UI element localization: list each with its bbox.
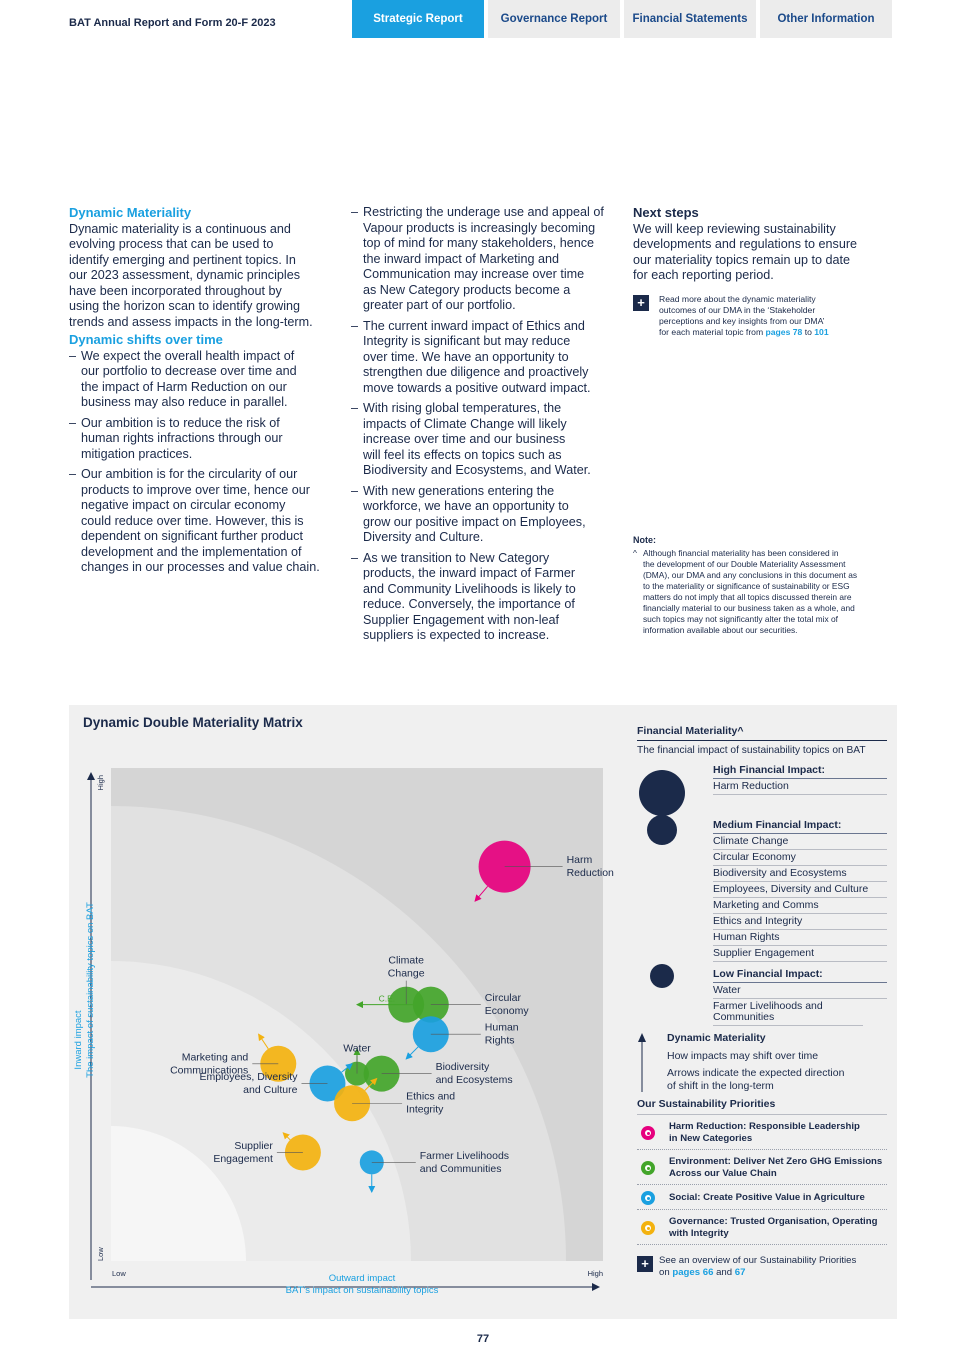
legend-item: Biodiversity and Ecosystems (713, 866, 887, 882)
water-label: Water (343, 1042, 371, 1055)
read-more[interactable] (633, 294, 898, 338)
matrix-legend (637, 725, 887, 1278)
x-axis-sublabel: BAT's impact on sustainability topics (285, 1285, 439, 1296)
note-marker: ^ (633, 548, 637, 558)
employees-diversity-and-culture-label: Employees, Diversity and Culture (199, 1071, 298, 1097)
x-axis-low: Low (112, 1269, 126, 1278)
low-impact-title: Low Financial Impact: (713, 968, 887, 983)
page-link[interactable]: pages 66 (672, 1266, 714, 1278)
legend-item: Farmer Livelihoods and Communities (713, 999, 863, 1026)
marketing-and-communications-label: Marketing and Communications (170, 1051, 249, 1077)
medium-impact-title: Medium Financial Impact: (713, 819, 887, 834)
fm-subtitle: The financial impact of sustainability topics on BAT (637, 745, 866, 756)
low-impact-dot (650, 964, 674, 988)
shift-list-2 (351, 205, 621, 644)
x-axis-label: Outward impact (328, 1273, 396, 1284)
note-title: Note: (633, 535, 656, 545)
legend-item: Human Rights (713, 930, 887, 946)
list-item: – We expect the overall health impact of our portfolio to decrease over time and the impact of Harm Reduction on our business may also reduce in parallel. (69, 349, 339, 411)
column-shifts-continued (351, 205, 621, 649)
harm-reduction-icon (641, 1126, 655, 1140)
governance-icon (641, 1221, 655, 1235)
note-text: Although financial materiality has been considered in the development of our Double Materiality Assessment (DMA), our DMA and any conclusions in this document as to the materiality or significance of sustainability or ESG matters do not imply that all topics discussed therein are financially material to our business taken as a whole, and such topics may not significantly alter the total mix of information available about our securities. (642, 548, 858, 635)
high-impact-title: High Financial Impact: (713, 764, 887, 779)
dynamic-materiality-key (637, 1032, 887, 1092)
environment-icon (641, 1161, 655, 1175)
farmer-livelihoods-and-communities-label: Farmer Livelihoods and Communities (419, 1149, 510, 1175)
dm-line: Arrows indicate the expected direction (667, 1067, 845, 1079)
arrow-up-icon (637, 1032, 657, 1094)
legend-item: Supplier Engagement (713, 946, 887, 962)
next-steps-paragraph: We will keep reviewing sustainability developments and regulations to ensure our materiality topics remain up to date for each reporting period. (633, 221, 858, 282)
human-rights-label: Human Rights (484, 1021, 519, 1047)
list-item: – The current inward impact of Ethics and Integrity is significant but may reduce over time. We have an opportunity to strengthen due diligence and proactively move towards a positive outward impact. (351, 319, 621, 397)
harm-reduction-label: Harm Reduction (566, 854, 614, 880)
legend-item: Harm Reduction (713, 779, 887, 795)
intro-paragraph: Dynamic materiality is a continuous and evolving process that can be used to identify emerging and pertinent topics. In our 2023 assessment, dynamic principles have been incorporated throughout by using the horizon scan to identify growing trends and assess impacts in the long-term. (69, 221, 313, 329)
ethics-and-integrity-label: Ethics and Integrity (406, 1090, 456, 1116)
legend-item: Climate Change (713, 834, 887, 850)
y-axis-low: Low (96, 1247, 105, 1261)
high-impact-dot (639, 770, 685, 816)
subheading: Dynamic shifts over time (69, 332, 223, 347)
list-item: – With new generations entering the workforce, we have an opportunity to grow our positive impact on Employees, Diversity and Culture. (351, 484, 621, 546)
medium-impact-dot (647, 815, 677, 845)
page-link[interactable]: 67 (734, 1266, 746, 1278)
overview-link[interactable]: + See an overview of our Sustainability Priorities on pages 66 and 67 (637, 1255, 887, 1278)
biodiversity-and-ecosystems-label: Biodiversity and Ecosystems (435, 1061, 513, 1087)
page-link[interactable]: pages 78 (765, 326, 803, 337)
circular-economy-label: Circular Economy (484, 992, 529, 1018)
materiality-matrix-panel (69, 705, 897, 1319)
dm-line: of shift in the long-term (667, 1079, 774, 1092)
x-axis-high: High (587, 1269, 603, 1278)
list-item: – Restricting the underage use and appeal of Vapour products is increasingly becoming top of mind for many stakeholders, hence the inward impact of Marketing and Communication may increase over time as New Category products become a greater part of our portfolio. (351, 205, 621, 314)
section-heading: Dynamic Materiality (69, 205, 192, 220)
shift-list (69, 349, 339, 576)
footnote (633, 535, 896, 636)
legend-item: Circular Economy (713, 850, 887, 866)
matrix-title: Dynamic Double Materiality Matrix (83, 715, 303, 730)
list-item: – Our ambition is for the circularity of our products to improve over time, hence our negative impact on circular economy could reduce over time. However, this is dependent on significant further product development and the implementation of changes in our processes and value chain. (69, 467, 339, 576)
tab-other-information[interactable]: Other Information (760, 0, 892, 38)
list-item: – As we transition to New Category products, the inward impact of Farmer and Community Livelihoods is likely to reduce. Conversely, the importance of Supplier Engagement with non-leaf suppliers is expected to increase. (351, 551, 621, 644)
fm-title: Financial Materiality^ (637, 725, 887, 741)
list-item: – With rising global temperatures, the impacts of Climate Change will likely increase over time and our business will feel its effects on topics such as Biodiversity and Ecosystems, and Water. (351, 401, 621, 479)
dm-title: Dynamic Materiality (667, 1032, 766, 1044)
section-tabs (352, 0, 892, 38)
matrix-chart (69, 705, 629, 1319)
legend-item: Marketing and Comms (713, 898, 887, 914)
tab-financial-statements[interactable]: Financial Statements (624, 0, 756, 38)
read-more-text: Read more about the dynamic materiality outcomes of our DMA in the ‘Stakeholder perceptions and key insights from our DMA’ for each material topic from pages 78 to 101 (659, 293, 829, 337)
priority-social: Social: Create Positive Value in Agriculture (637, 1185, 887, 1210)
supplier-engagement-label: Supplier Engagement (213, 1140, 273, 1166)
page-link[interactable]: 101 (814, 326, 829, 337)
report-title: BAT Annual Report and Form 20-F 2023 (69, 17, 276, 29)
tab-strategic-report[interactable]: Strategic Report (352, 0, 484, 38)
next-steps-heading: Next steps (633, 205, 699, 220)
page-number: 77 (476, 1333, 490, 1345)
legend-item: Employees, Diversity and Culture (713, 882, 887, 898)
plus-icon: + (637, 1256, 653, 1272)
dm-line: How impacts may shift over time (667, 1049, 819, 1062)
y-axis-sublabel: The impact of sustainability topics on BAT (85, 902, 96, 1078)
list-item: – Our ambition is to reduce the risk of human rights infractions through our mitigation practices. (69, 416, 339, 463)
priority-environment: Environment: Deliver Net Zero GHG Emissions Across our Value Chain (637, 1150, 887, 1185)
legend-item: Ethics and Integrity (713, 914, 887, 930)
climate-change-label: Climate Change (387, 954, 425, 980)
plus-icon: + (633, 295, 649, 311)
column-next-steps (633, 205, 898, 338)
y-axis-label: Inward impact (73, 1010, 84, 1070)
circular-economy-shift-label: C.E. (378, 993, 396, 1004)
priority-governance: Governance: Trusted Organisation, Operating with Integrity (637, 1210, 887, 1245)
legend-item: Water (713, 983, 887, 999)
social-icon (641, 1191, 655, 1205)
y-axis-high: High (96, 775, 105, 791)
tab-governance-report[interactable]: Governance Report (488, 0, 620, 38)
priority-harm-reduction: Harm Reduction: Responsible Leadership in New Categories (637, 1115, 887, 1150)
priorities-title: Our Sustainability Priorities (637, 1098, 887, 1115)
column-dynamic-materiality (69, 205, 339, 581)
